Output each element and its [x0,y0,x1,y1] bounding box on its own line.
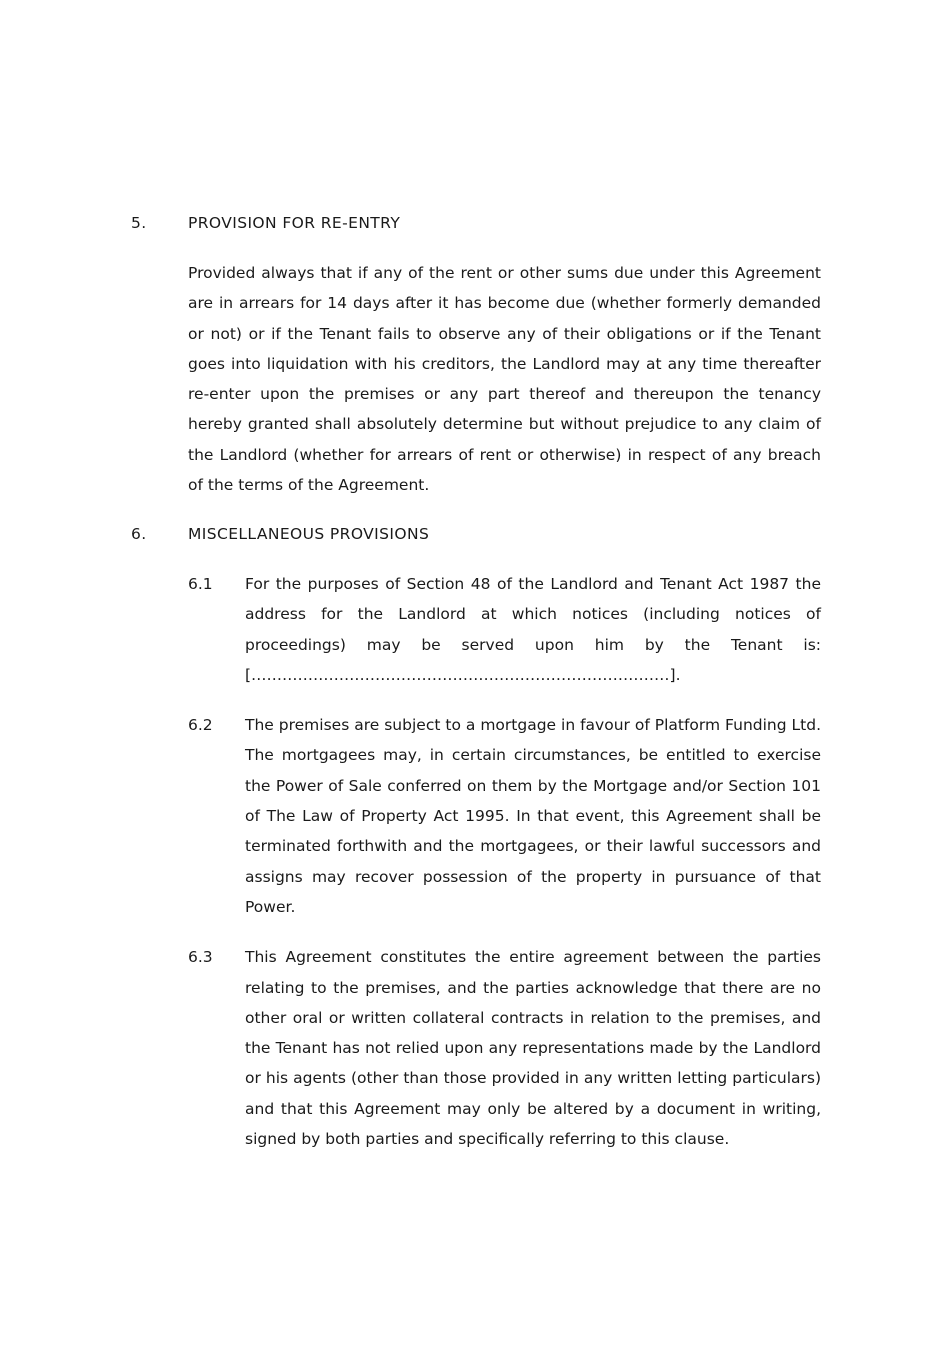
clause-text: This Agreement constitutes the entire agreement between the parties relating to the premises, and the parties acknowledge that there are no other oral or written collateral contracts in relation to the premises, and the Tenant has not relied upon any representations made by the Landlord or his agents (other than those provided in any written letting particulars) and that this Agreement may only be altered by a document in writing, signed by both parties and specifically referring to this clause. [245,948,821,1149]
section-title: MISCELLANEOUS PROVISIONS [188,525,430,543]
section-heading [131,208,821,238]
clause-6-1 [188,569,821,690]
section-body: Provided always that if any of the rent or other sums due under this Agreement are in arrears for 14 days after it has become due (whether formerly demanded or not) or if the Tenant fails to observe any of their obligations or if the Tenant goes into liquidation with his creditors, the Landlord may at any time thereafter re-enter upon the premises or any part thereof and thereupon the tenancy hereby granted shall absolutely determine but without prejudice to any claim of the Landlord (whether for arrears of rent or otherwise) in respect of any breach of the terms of the Agreement. [188,264,821,495]
clause-number: 6.2 [188,716,213,735]
clause-number: 6.3 [188,948,213,967]
clause-text: The premises are subject to a mortgage in favour of Platform Funding Ltd. The mortgagees may, in certain circumstances, be entitled to exercise the Power of Sale conferred on them by the Mortgage and/or Section 101 of The Law of Property Act 1995. In that event, this Agreement shall be terminated forthwith and the mortgagees, or their lawful successors and assigns may recover possession of the property in pursuance of that Power. [245,716,821,916]
clause-6-3 [188,942,821,1154]
section-heading [131,519,821,549]
section-5 [131,208,821,500]
section-title: PROVISION FOR RE-ENTRY [188,214,401,232]
clause-number: 6.1 [188,575,213,593]
clause-6-2 [188,710,821,922]
section-number: 6. [131,525,147,543]
section-number: 5. [131,214,147,232]
section-6 [131,519,821,1154]
clause-text: For the purposes of Section 48 of the Landlord and Tenant Act 1987 the address for the Landlord at which notices (including notices of proceedings) may be served upon him by the Tenant is:[………………………………………………………………………]. [245,575,821,684]
